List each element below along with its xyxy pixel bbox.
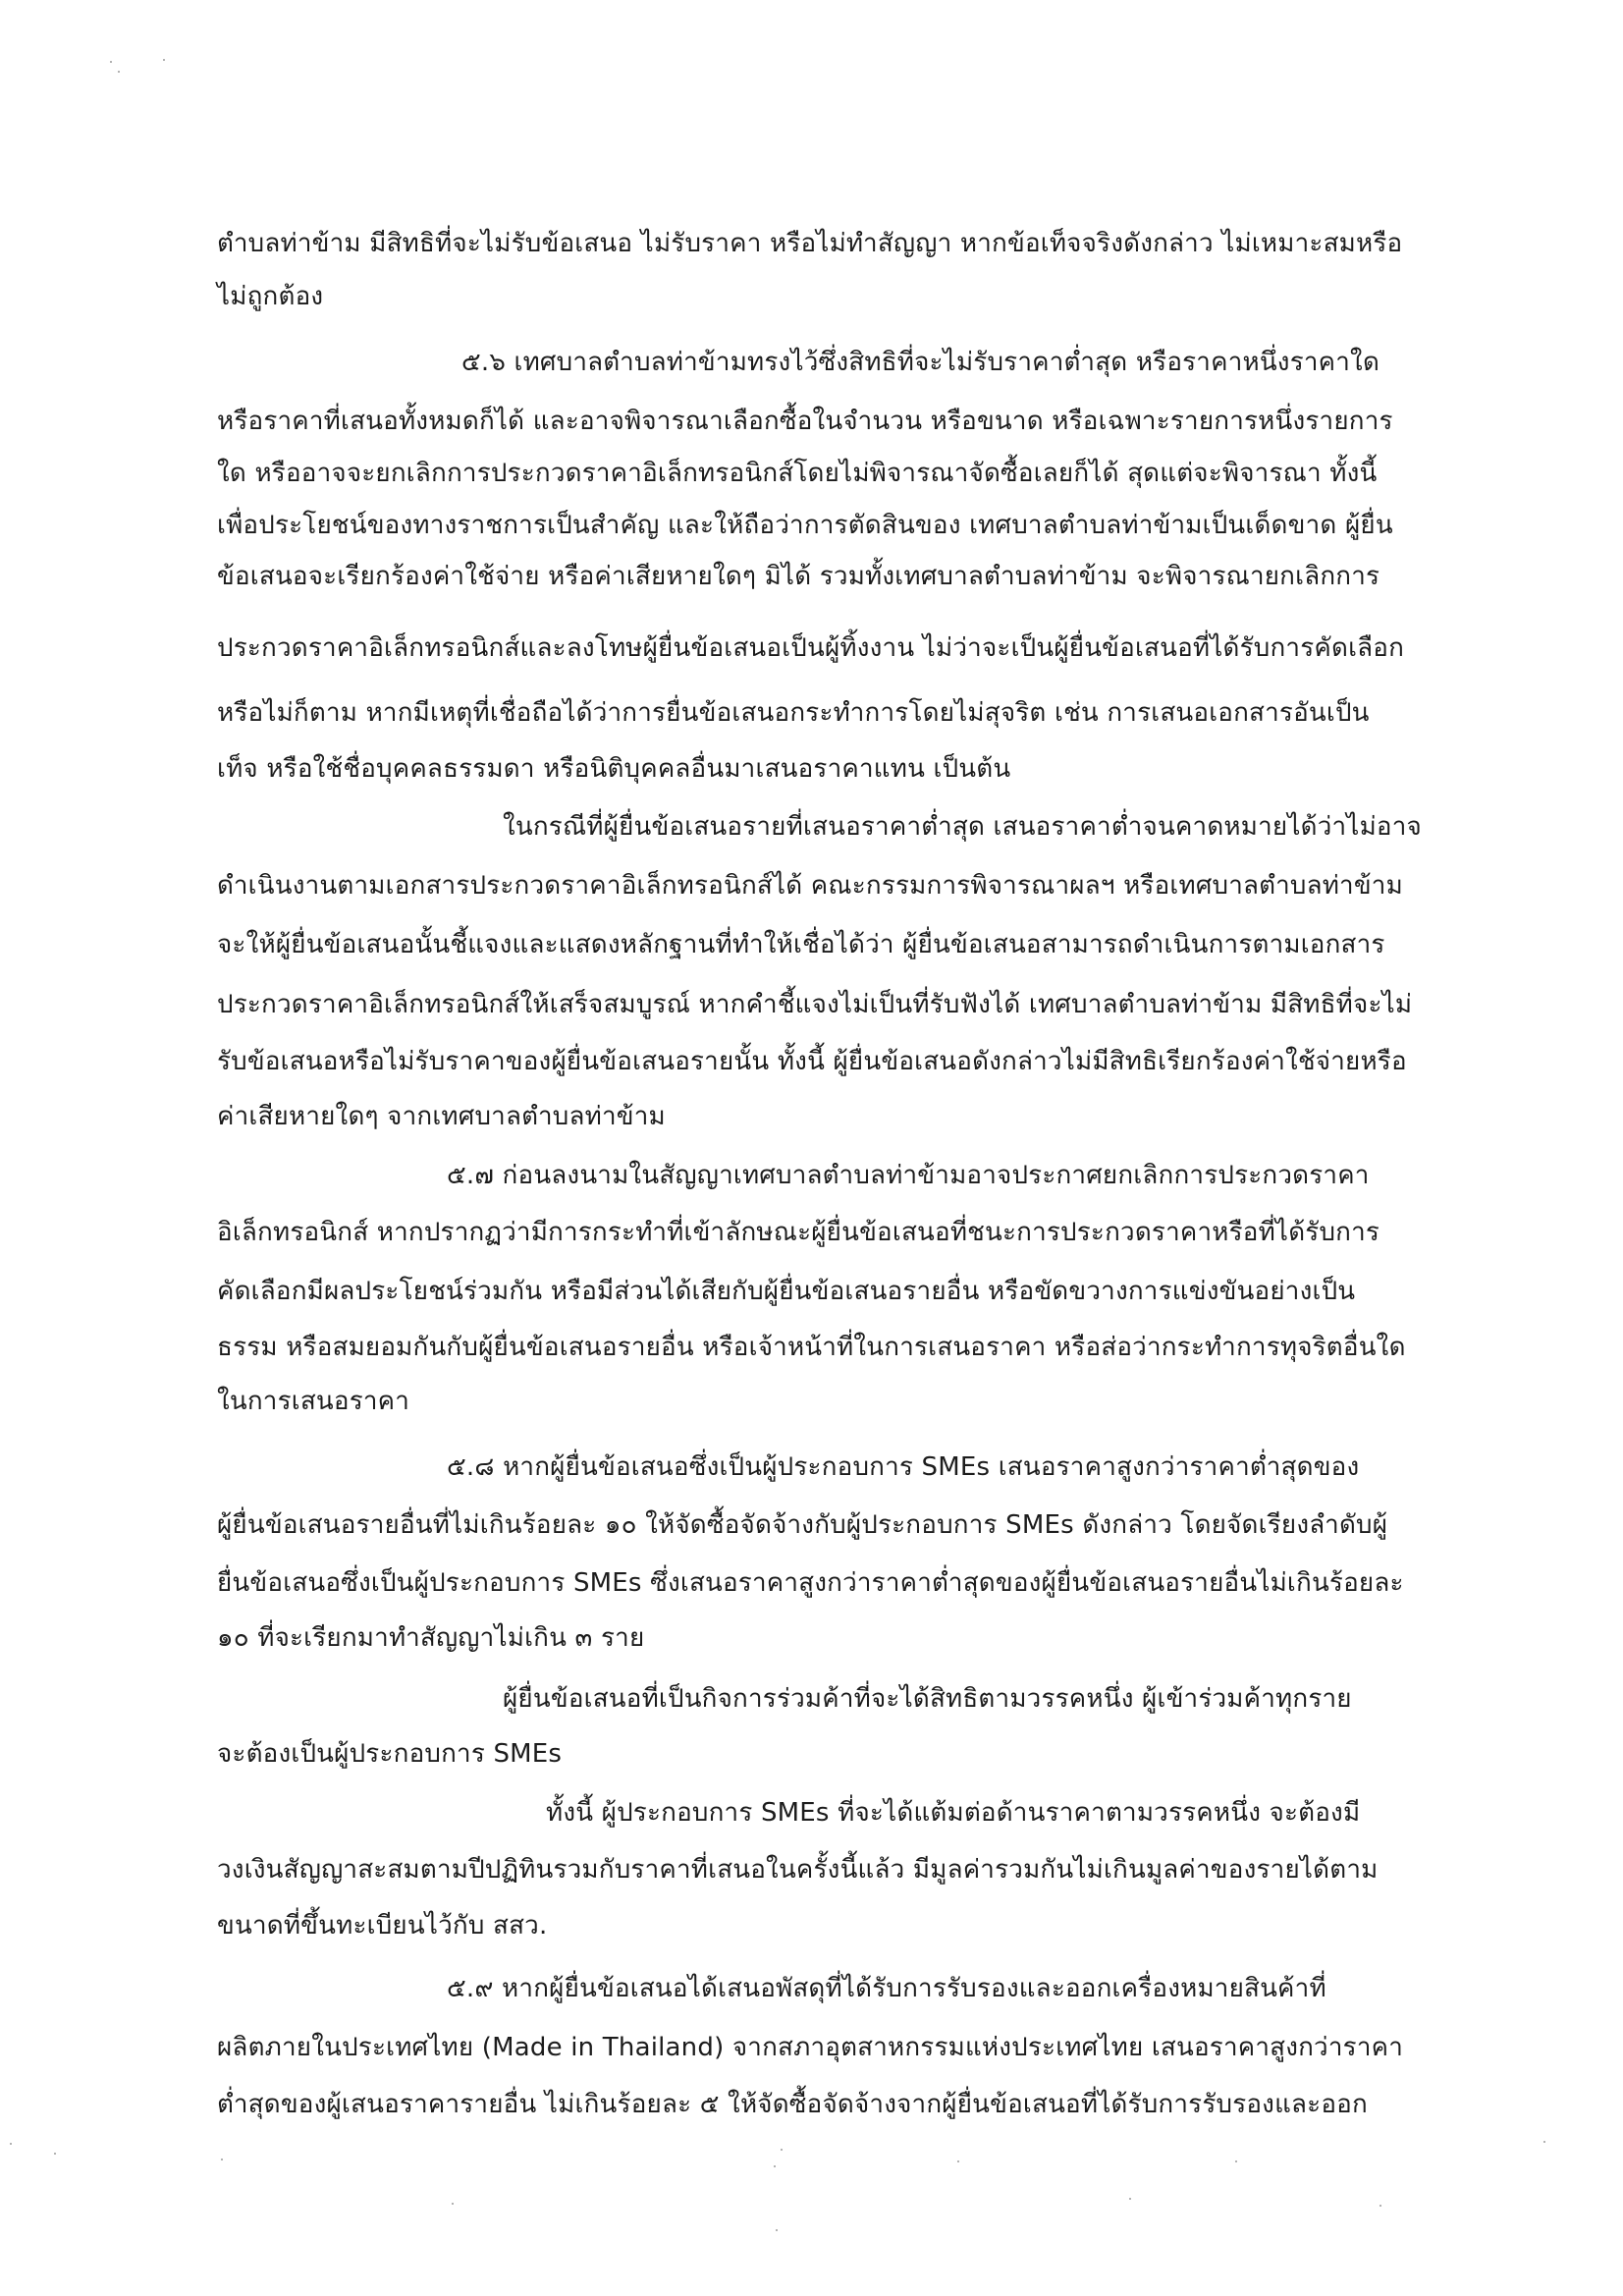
- text-line: จะให้ผู้ยื่นข้อเสนอนั้นชี้แจงและแสดงหลักฐานที่ทำให้เชื่อได้ว่า ผู้ยื่นข้อเสนอสามารถดำเนินการตามเอกสาร: [217, 930, 1385, 959]
- scan-speck: [110, 61, 112, 63]
- scan-speck: [452, 2203, 454, 2205]
- scan-speck: [221, 2159, 223, 2160]
- scan-speck: [163, 59, 165, 61]
- scan-speck: [1129, 2198, 1131, 2200]
- text-line: ธรรม หรือสมยอมกันกับผู้ยื่นข้อเสนอรายอื่น หรือเจ้าหน้าที่ในการเสนอราคา หรือส่อว่ากระทำการทุจริตอื่นใด: [217, 1333, 1406, 1362]
- text-line: ประกวดราคาอิเล็กทรอนิกส์ให้เสร็จสมบูรณ์ หากคำชี้แจงไม่เป็นที่รับฟังได้ เทศบาลตำบลท่าข้าม มีสิทธิที่จะไม่: [217, 990, 1413, 1019]
- clause-5-6-heading: ๕.๖ เทศบาลตำบลท่าข้ามทรงไว้ซึ่งสิทธิที่จะไม่รับราคาต่ำสุด หรือราคาหนึ่งราคาใด: [461, 348, 1380, 377]
- scan-speck: [781, 2149, 783, 2151]
- text-line: ผู้ยื่นข้อเสนอรายอื่นที่ไม่เกินร้อยละ ๑๐ ให้จัดซื้อจัดจ้างกับผู้ประกอบการ SMEs ดังกล่าว โดยจัดเรียงลำดับผู้: [217, 1510, 1388, 1540]
- text-line: จะต้องเป็นผู้ประกอบการ SMEs: [217, 1739, 563, 1769]
- text-line: ต่ำสุดของผู้เสนอราคารายอื่น ไม่เกินร้อยละ ๕ ให้จัดซื้อจัดจ้างจากผู้ยื่นข้อเสนอที่ได้รับการรับรองและออก: [217, 2090, 1368, 2119]
- paragraph-indent-line: ในกรณีที่ผู้ยื่นข้อเสนอรายที่เสนอราคาต่ำสุด เสนอราคาต่ำจนคาดหมายได้ว่าไม่อาจ: [503, 812, 1422, 842]
- text-line: ประกวดราคาอิเล็กทรอนิกส์และลงโทษผู้ยื่นข้อเสนอเป็นผู้ทิ้งงาน ไม่ว่าจะเป็นผู้ยื่นข้อเสนอที่ได้รับการคัดเลือก: [217, 633, 1405, 663]
- text-line: คัดเลือกมีผลประโยชน์ร่วมกัน หรือมีส่วนได้เสียกับผู้ยื่นข้อเสนอรายอื่น หรือขัดขวางการแข่งขันอย่างเป็น: [217, 1277, 1356, 1306]
- clause-5-7-heading: ๕.๗ ก่อนลงนามในสัญญาเทศบาลตำบลท่าข้ามอาจประกาศยกเลิกการประกวดราคา: [447, 1161, 1370, 1190]
- clause-5-8-heading: ๕.๘ หากผู้ยื่นข้อเสนอซึ่งเป็นผู้ประกอบการ SMEs เสนอราคาสูงกว่าราคาต่ำสุดของ: [447, 1452, 1360, 1482]
- text-line: เพื่อประโยชน์ของทางราชการเป็นสำคัญ และให้ถือว่าการตัดสินของ เทศบาลตำบลท่าข้ามเป็นเด็ดขาด ผู้ยื่น: [217, 511, 1393, 540]
- text-line: อิเล็กทรอนิกส์ หากปรากฏว่ามีการกระทำที่เข้าลักษณะผู้ยื่นข้อเสนอที่ชนะการประกวดราคาหรือที่ได้รับการ: [217, 1218, 1380, 1247]
- text-line: ไม่ถูกต้อง: [217, 282, 324, 311]
- paragraph-indent-line: ทั้งนี้ ผู้ประกอบการ SMEs ที่จะได้แต้มต่อด้านราคาตามวรรคหนึ่ง จะต้องมี: [546, 1798, 1361, 1828]
- text-line: รับข้อเสนอหรือไม่รับราคาของผู้ยื่นข้อเสนอรายนั้น ทั้งนี้ ผู้ยื่นข้อเสนอดังกล่าวไม่มีสิทธิเรียกร้องค่าใช้จ่ายหรือ: [217, 1047, 1407, 1076]
- text-line: ตำบลท่าข้าม มีสิทธิที่จะไม่รับข้อเสนอ ไม่รับราคา หรือไม่ทำสัญญา หากข้อเท็จจริงดังกล่าว ไม่เหมาะสมหรือ: [217, 229, 1403, 258]
- text-line: ข้อเสนอจะเรียกร้องค่าใช้จ่าย หรือค่าเสียหายใดๆ มิได้ รวมทั้งเทศบาลตำบลท่าข้าม จะพิจารณายกเลิกการ: [217, 562, 1380, 591]
- text-line: ค่าเสียหายใดๆ จากเทศบาลตำบลท่าข้าม: [217, 1102, 666, 1131]
- scan-speck: [1543, 2141, 1545, 2143]
- scan-speck: [10, 2143, 12, 2145]
- scan-speck: [1380, 2205, 1381, 2207]
- text-line: ใด หรืออาจจะยกเลิกการประกวดราคาอิเล็กทรอนิกส์โดยไม่พิจารณาจัดซื้อเลยก็ได้ สุดแต่จะพิจารณา ทั้งนี้: [217, 459, 1378, 488]
- clause-5-9-heading: ๕.๙ หากผู้ยื่นข้อเสนอได้เสนอพัสดุที่ได้รับการรับรองและออกเครื่องหมายสินค้าที่: [447, 1974, 1326, 2003]
- text-line: เท็จ หรือใช้ชื่อบุคคลธรรมดา หรือนิติบุคคลอื่นมาเสนอราคาแทน เป็นต้น: [217, 754, 1011, 784]
- text-line: หรือไม่ก็ตาม หากมีเหตุที่เชื่อถือได้ว่าการยื่นข้อเสนอกระทำการโดยไม่สุจริต เช่น การเสนอเอกสารอันเป็น: [217, 698, 1370, 728]
- scan-speck: [118, 71, 120, 73]
- text-line: ยื่นข้อเสนอซึ่งเป็นผู้ประกอบการ SMEs ซึ่งเสนอราคาสูงกว่าราคาต่ำสุดของผู้ยื่นข้อเสนอรายอื่นไม่เกินร้อยละ: [217, 1568, 1404, 1598]
- text-line: ดำเนินงานตามเอกสารประกวดราคาอิเล็กทรอนิกส์ได้ คณะกรรมการพิจารณาผลฯ หรือเทศบาลตำบลท่าข้าม: [217, 871, 1403, 901]
- scan-speck: [1235, 2160, 1237, 2162]
- text-line: ผลิตภายในประเทศไทย (Made in Thailand) จากสภาอุตสาหกรรมแห่งประเทศไทย เสนอราคาสูงกว่าราคา: [217, 2033, 1404, 2062]
- text-line: หรือราคาที่เสนอทั้งหมดก็ได้ และอาจพิจารณาเลือกซื้อในจำนวน หรือขนาด หรือเฉพาะรายการหนึ่งรายการ: [217, 407, 1393, 436]
- text-line: ๑๐ ที่จะเรียกมาทำสัญญาไม่เกิน ๓ ราย: [217, 1623, 645, 1653]
- scan-speck: [776, 2229, 778, 2231]
- scan-speck: [957, 2160, 959, 2162]
- text-line: ในการเสนอราคา: [217, 1387, 410, 1416]
- text-line: ขนาดที่ขึ้นทะเบียนไว้กับ สสว.: [217, 1911, 548, 1941]
- scan-speck: [54, 2153, 56, 2155]
- scan-speck: [774, 2165, 776, 2167]
- paragraph-indent-line: ผู้ยื่นข้อเสนอที่เป็นกิจการร่วมค้าที่จะได้สิทธิตามวรรคหนึ่ง ผู้เข้าร่วมค้าทุกราย: [503, 1684, 1352, 1714]
- text-line: วงเงินสัญญาสะสมตามปีปฏิทินรวมกับราคาที่เสนอในครั้งนี้แล้ว มีมูลค่ารวมกันไม่เกินมูลค่าของรายได้ตาม: [217, 1855, 1379, 1885]
